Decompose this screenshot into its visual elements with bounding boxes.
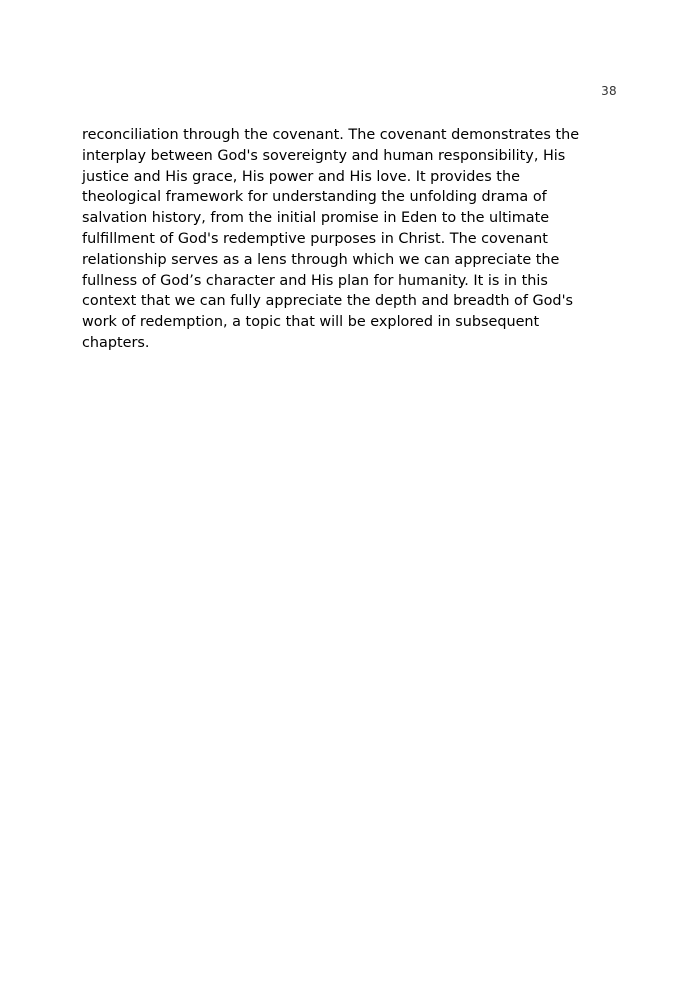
text-line: theological framework for understanding the unfolding drama of bbox=[82, 189, 547, 206]
text-line: context that we can fully appreciate the depth and breadth of God's bbox=[82, 293, 574, 310]
text-line: fulfillment of God's redemptive purposes in Christ. The covenant bbox=[82, 230, 548, 247]
text-line: chapters. bbox=[82, 334, 150, 351]
text-line: work of redemption, a topic that will be explored in subsequent bbox=[82, 314, 540, 331]
text-line: relationship serves as a lens through which we can appreciate the bbox=[82, 251, 560, 268]
text-line: interplay between God's sovereignty and human responsibility, His bbox=[82, 147, 566, 164]
body-paragraph bbox=[82, 125, 622, 354]
page-number: 38 bbox=[601, 84, 617, 98]
text-line: justice and His grace, His power and His love. It provides the bbox=[82, 168, 520, 185]
text-line: salvation history, from the initial promise in Eden to the ultimate bbox=[82, 210, 550, 227]
text-line: fullness of God’s character and His plan for humanity. It is in this bbox=[82, 272, 548, 289]
text-line: reconciliation through the covenant. The covenant demonstrates the bbox=[82, 127, 580, 143]
